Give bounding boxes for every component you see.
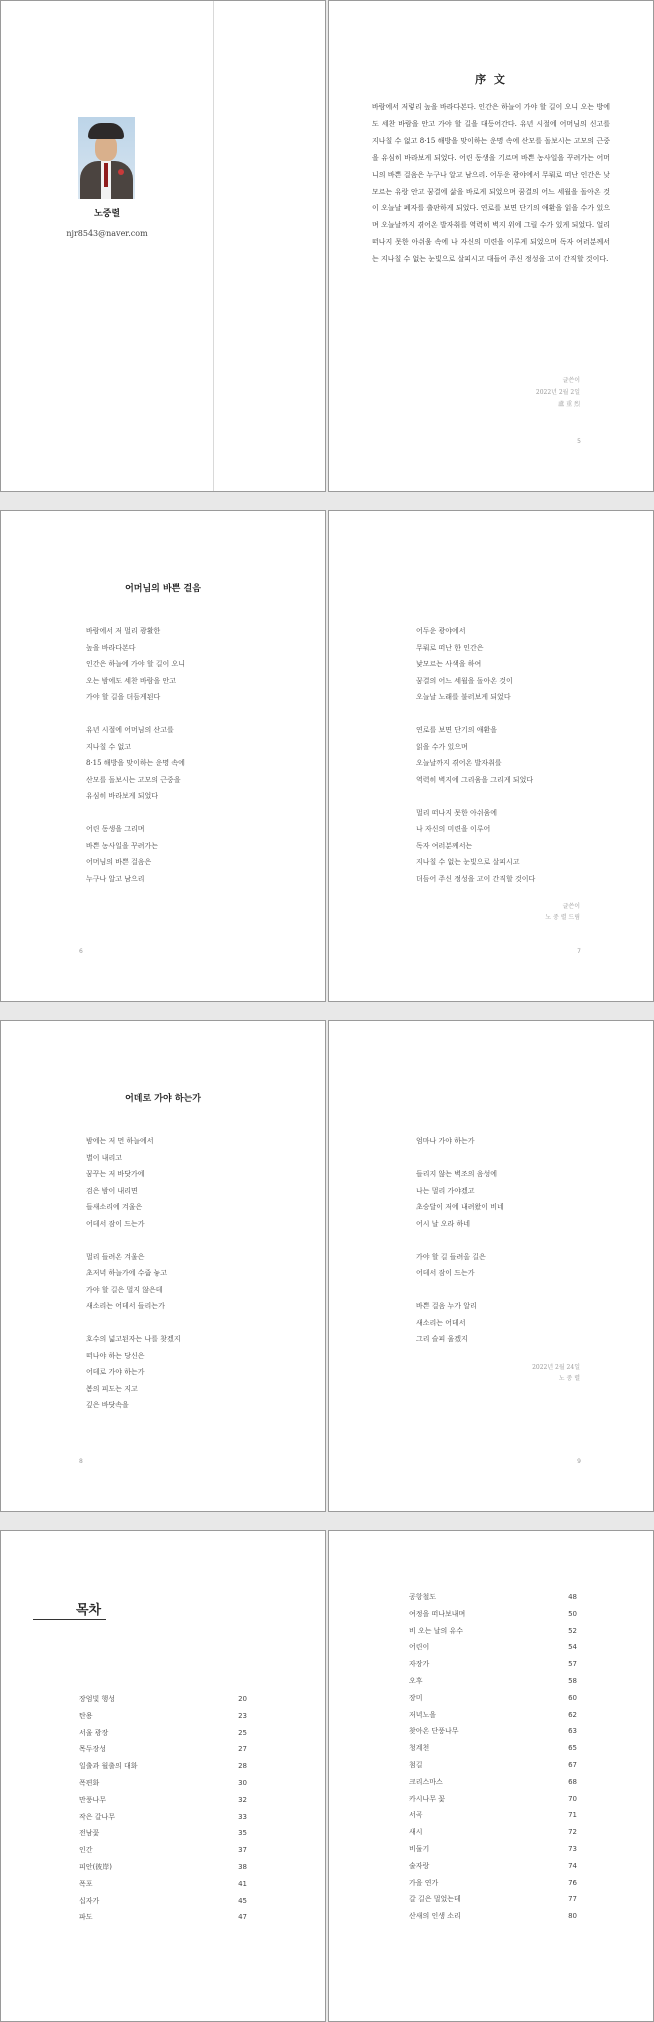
preface-sig-line: 盧 重 烈 (558, 401, 580, 408)
page-number: 8 (79, 1458, 83, 1465)
toc-entry[interactable] (409, 1673, 577, 1690)
toc-entry-page: 23 (238, 1711, 247, 1720)
toc-entry-page: 20 (238, 1695, 247, 1703)
poem-line: 8·15 해방을 맞이하는 운명 속에 (86, 759, 185, 767)
author-email: njr8543@naver.com (66, 229, 148, 238)
toc-entry-title: 인간 (79, 1846, 93, 1855)
stanza-gap (86, 1315, 181, 1332)
poem-line: 들리지 않는 벽조의 음성에 (416, 1170, 498, 1178)
toc-entry-page: 28 (238, 1762, 247, 1771)
page-number: 7 (577, 948, 581, 955)
toc-entry[interactable] (79, 1859, 247, 1876)
poem-line: 밤에는 저 먼 하늘에서 (86, 1137, 154, 1145)
poem1-sig-line: 노 중 렬 드림 (545, 914, 580, 921)
toc-entry-title: 작은 갈나무 (79, 1812, 116, 1821)
spread-toc (0, 1530, 654, 2022)
poem-line: 무뤄로 떠난 한 인간은 (416, 643, 484, 652)
toc-entry-title: 갈 길은 멀었는데 (409, 1895, 461, 1904)
poem-line: 호수의 넓고된자는 나를 찾겠지 (86, 1335, 181, 1343)
toc-entry-page: 57 (568, 1660, 577, 1669)
page-toc-left (0, 1530, 326, 2022)
toc-entry-title: 여정을 떠나보내며 (409, 1609, 466, 1618)
toc-entry-page: 30 (238, 1778, 247, 1787)
toc-entry-page: 76 (568, 1878, 577, 1887)
poem-line: 멀리 떠나지 못한 아쉬움에 (416, 808, 498, 817)
poem2-sig-line: 2022년 2월 24일 (532, 1364, 580, 1371)
toc-entry-page: 62 (568, 1710, 577, 1719)
poem-line: 가야 할 길은 멀지 않은데 (86, 1285, 163, 1294)
toc-entry-title: 폭포 (79, 1879, 93, 1888)
toc-entry-title: 카시나무 꽃 (409, 1794, 446, 1803)
spread-preface (0, 0, 654, 492)
toc-entry-title: 십자가 (79, 1896, 100, 1905)
poem-line: 깊은 바닷속을 (86, 1401, 129, 1409)
toc-entry-title: 폭편화 (79, 1778, 100, 1787)
poem-line: 산모를 돌보시는 고모의 근중을 (86, 775, 181, 784)
poem2-right-body (416, 1133, 504, 1348)
page-poem1-left (0, 510, 326, 1002)
poem-line: 초승달이 저에 내려왔이 비네 (416, 1203, 504, 1211)
toc-entry-title: 서곡 (409, 1811, 423, 1820)
preface-sig-line: 글쓴이 (562, 377, 580, 384)
stanza-gap (416, 706, 535, 723)
toc-entry-page: 54 (568, 1643, 577, 1652)
poem-line: 바쁜 걸음 누가 알리 (416, 1302, 477, 1310)
poem-line: 낯모르는 사색을 하여 (416, 660, 482, 668)
poem2-left-body (86, 1133, 181, 1414)
toc-entry[interactable] (409, 1774, 577, 1791)
poem-line: 어데서 잠이 드는가 (416, 1269, 475, 1277)
toc-entry-page: 80 (568, 1912, 577, 1921)
toc-entry-title: 파도 (79, 1913, 93, 1922)
poem-line: 가야 할 길을 더듬게된다 (86, 693, 161, 701)
poem1-title: 어머님의 바쁜 걸음 (125, 584, 201, 594)
poem-line: 유심히 바라보게 되었다 (86, 792, 159, 800)
poem1-signature (545, 901, 580, 923)
fold-line (213, 1, 214, 491)
toc-entry[interactable] (409, 1858, 577, 1875)
toc-entry[interactable] (409, 1656, 577, 1673)
poem-line: 읽을 수가 있으며 (416, 742, 468, 751)
poem-line: 오늘날 노래를 불러보게 되었다 (416, 693, 511, 701)
stanza-gap (416, 1282, 504, 1299)
preface-sig-line: 2022년 2월 2일 (535, 389, 580, 396)
toc-entry-page: 48 (568, 1593, 577, 1601)
toc-entry-title: 목두장성 (79, 1745, 107, 1754)
toc-entry[interactable] (79, 1809, 247, 1826)
toc-entry-title: 산새의 인생 소리 (409, 1912, 461, 1921)
toc-entry-title: 장엄빛 행성 (79, 1695, 116, 1703)
toc-entry-title: 오후 (409, 1676, 423, 1685)
toc-entry-title: 청계천 (409, 1744, 430, 1753)
toc-entry[interactable] (79, 1909, 247, 1926)
poem2-title: 어데로 가야 하는가 (125, 1094, 201, 1104)
poem-line: 새소리는 어데서 들리는가 (86, 1302, 165, 1310)
toc-entry[interactable] (409, 1707, 577, 1724)
toc-entry-page: 38 (238, 1862, 247, 1871)
toc-entry[interactable] (79, 1792, 247, 1809)
poem2-sig-line: 노 중 렬 (558, 1375, 580, 1382)
poem-line: 오늘날까지 겪어온 발자취를 (416, 759, 502, 767)
toc-entry-title: 장미 (409, 1693, 423, 1702)
poem-line: 나는 멀리 가야겠고 (416, 1186, 475, 1195)
toc-entry[interactable] (409, 1824, 577, 1841)
stanza-gap (416, 1150, 504, 1167)
toc-entry[interactable] (79, 1825, 247, 1842)
poem-line: 바람에서 저 멀리 광활한 (86, 627, 161, 635)
toc-entry-title: 새시 (409, 1828, 423, 1837)
preface-signature (536, 375, 580, 411)
poem-line: 바쁜 농사일을 꾸려가는 (86, 841, 159, 850)
toc-entry[interactable] (409, 1639, 577, 1656)
poem-line: 누구나 알고 남으리 (86, 874, 145, 883)
toc-entry-page: 27 (238, 1745, 247, 1754)
poem-line: 새소리는 어데서 (416, 1318, 466, 1327)
toc-entry-page: 37 (238, 1846, 247, 1855)
toc-entry-page: 67 (568, 1760, 577, 1769)
toc-entry[interactable] (409, 1723, 577, 1740)
poem-line: 검은 밤이 내리면 (86, 1186, 138, 1195)
toc-entry-page: 63 (568, 1727, 577, 1736)
toc-entry-title: 첨길 (409, 1760, 423, 1769)
photo-badge (118, 169, 124, 175)
poem-line: 봄의 피도는 지고 (86, 1384, 138, 1393)
poem-line: 더듬어 주신 정성을 고이 간직할 것이다 (416, 874, 536, 883)
toc-entry[interactable] (409, 1589, 577, 1606)
stanza-gap (416, 1232, 504, 1249)
toc-entry[interactable] (79, 1725, 247, 1742)
toc-entry-page: 73 (568, 1844, 577, 1853)
toc-entry-page: 72 (568, 1828, 577, 1837)
toc-entry[interactable] (409, 1875, 577, 1892)
toc-entry-title: 서울 광장 (79, 1728, 109, 1737)
toc-entry[interactable] (79, 1775, 247, 1792)
toc-entry-title: 피안(彼岸) (79, 1862, 112, 1871)
poem-line: 그리 슬피 울겠지 (416, 1335, 468, 1343)
spread-poem1 (0, 510, 654, 1002)
poem-line: 어린 동생을 그리며 (86, 825, 145, 833)
toc-entry[interactable] (409, 1757, 577, 1774)
page-number: 6 (79, 948, 83, 955)
toc-entry[interactable] (409, 1690, 577, 1707)
photo-tie (104, 163, 108, 187)
poem-line: 유년 시절에 어머님의 산고를 (86, 726, 174, 734)
toc-entry-page: 74 (568, 1861, 577, 1870)
page-number: 9 (577, 1458, 581, 1465)
toc-entry[interactable] (409, 1841, 577, 1858)
page-preface (328, 0, 654, 492)
poem-line: 들새소리에 겨울은 (86, 1203, 143, 1211)
toc-entry-title: 자장가 (409, 1660, 430, 1669)
toc-entry[interactable] (409, 1623, 577, 1640)
toc-entry-page: 45 (238, 1896, 247, 1905)
toc-list-left (79, 1691, 247, 1926)
poem-line: 초저녁 하늘가에 수줍 놓고 (86, 1269, 168, 1277)
toc-entry[interactable] (79, 1691, 247, 1708)
page-toc-right (328, 1530, 654, 2022)
toc-entry-title: 만풍나무 (79, 1795, 107, 1804)
toc-entry-title: 비 오는 날의 유수 (409, 1626, 464, 1635)
preface-title: 序 文 (475, 73, 507, 86)
toc-entry-title: 공항철도 (409, 1593, 437, 1601)
toc-entry-page: 50 (568, 1609, 577, 1618)
poem-line: 엄마나 가야 하는가 (416, 1137, 475, 1145)
toc-entry-title: 어린이 (409, 1643, 430, 1652)
author-name: 노중렬 (93, 209, 121, 219)
toc-entry-page: 52 (568, 1626, 577, 1635)
poem-line: 어데로 가야 하는가 (86, 1368, 145, 1376)
poem-line: 높을 바라다본다 (86, 643, 136, 652)
poem-line: 나 자신의 미련을 이루어 (416, 825, 491, 833)
poem1-right-body (416, 623, 535, 887)
toc-entry-page: 25 (238, 1728, 247, 1737)
toc-title: 목차 (76, 1603, 102, 1618)
toc-entry-page: 32 (238, 1795, 247, 1804)
poem1-left-body (86, 623, 185, 887)
poem-line: 연로를 보면 단기의 애환을 (416, 726, 498, 734)
toc-entry-page: 68 (568, 1777, 577, 1786)
poem-line: 어머님의 바쁜 걸음은 (86, 858, 152, 866)
poem-line: 인간은 하늘에 가야 할 길이 오니 (86, 660, 186, 668)
poem-line: 어데서 잠이 드는가 (86, 1219, 145, 1228)
toc-entry-title: 크리스마스 (409, 1777, 443, 1786)
toc-entry[interactable] (409, 1807, 577, 1824)
preface-body: 바람에서 저렇리 높을 바라다본다. 인간은 하늘이 가야 할 길이 오니 오는 방에도 세찬 바람을 안고 가야 할 길을 대등어간다. 유년 시절에 어머님의 신고를 지나칠 수 없고 8·15 해방을 맞이하는 운명 속에 산모를 돌보시는 고모의 근중을 유심히 바라보게 되었다. 어린 동생을 기르며 바쁜 농사일을 꾸려가는 어머니의 바쁜 걸음은 누구나 알고 남으리. 어두운 광야에서 무뤄로 떠난 인간은 낮모르는 유랑 안고 꿈결에 삶을 바로게 되었으며 꿈결의 어느 세월을 돌아온 것이 오늘날 폐자를 출판하게 되었다. 연로를 보면 단기의 애환을 읽을 수가 있으며 오늘날까지 겪어온 발자취를 역력히 벽지 위에 그릴 수가 있게 되었다. 얼리 떠나지 못한 아쉬움 속에 나 자신의 미련을 이루게 되었으며 독자 여러분께서는 지나칠 수 없는 눈빛으로 살피시고 대들어 주신 정성을 고이 간직할 것이다. (372, 103, 610, 264)
toc-entry-title: 비둘기 (409, 1844, 430, 1853)
toc-entry[interactable] (409, 1791, 577, 1808)
toc-entry[interactable] (409, 1908, 577, 1925)
page-poem2-right (328, 1020, 654, 1512)
poem-line: 가야 할 길 들려올 길은 (416, 1252, 486, 1261)
poem-line: 어시 날 오라 하네 (416, 1219, 471, 1228)
toc-entry-page: 41 (238, 1879, 247, 1888)
toc-entry-page: 35 (238, 1829, 247, 1838)
poem-line: 꿈꾸는 저 바닷가에 (86, 1170, 145, 1178)
toc-entry[interactable] (79, 1842, 247, 1859)
toc-title-rule (33, 1619, 106, 1620)
toc-entry-title: 탄용 (79, 1711, 93, 1720)
toc-entry-title: 전남꽃 (79, 1829, 100, 1838)
toc-entry-title: 저녁노을 (409, 1710, 437, 1719)
toc-list-right (409, 1589, 577, 1925)
photo-hat (88, 123, 124, 139)
page-poem2-left (0, 1020, 326, 1512)
toc-entry[interactable] (79, 1708, 247, 1725)
poem-line: 어두운 광야에서 (416, 627, 466, 635)
poem-line: 떠나야 하는 당신은 (86, 1351, 145, 1360)
toc-entry-title: 가을 연가 (409, 1878, 439, 1887)
toc-entry[interactable] (79, 1758, 247, 1775)
toc-entry-title: 술자랑 (409, 1861, 430, 1870)
toc-entry-title: 일출과 월출의 대화 (79, 1762, 138, 1771)
page-author (0, 0, 326, 492)
toc-entry[interactable] (79, 1876, 247, 1893)
poem-line: 꿈결의 어느 세월을 돌아온 것이 (416, 676, 513, 685)
poem-line: 멀리 들려온 겨울은 (86, 1252, 145, 1261)
toc-entry[interactable] (409, 1606, 577, 1623)
stanza-gap (86, 805, 185, 822)
poem-line: 역력히 벽지에 그리움을 그리게 되었다 (416, 775, 534, 784)
toc-entry[interactable] (409, 1891, 577, 1908)
toc-entry-page: 60 (568, 1693, 577, 1702)
toc-entry[interactable] (79, 1893, 247, 1910)
stanza-gap (86, 706, 185, 723)
spread-poem2 (0, 1020, 654, 1512)
toc-entry[interactable] (409, 1740, 577, 1757)
toc-entry-page: 33 (238, 1812, 247, 1821)
toc-entry[interactable] (79, 1741, 247, 1758)
poem-line: 지나칠 수 없고 (86, 742, 132, 751)
toc-entry-title: 찾아온 단풍나무 (409, 1727, 459, 1736)
poem-line: 독자 여러분께서는 (416, 841, 473, 850)
toc-entry-page: 71 (568, 1811, 577, 1820)
toc-entry-page: 65 (568, 1744, 577, 1753)
poem2-signature (532, 1362, 580, 1384)
page-number: 5 (577, 438, 581, 445)
poem-line: 지나칠 수 없는 눈빛으로 살피시고 (416, 858, 520, 866)
poem-line: 별이 내리고 (86, 1153, 123, 1162)
toc-entry-page: 58 (568, 1676, 577, 1685)
author-photo (78, 117, 135, 199)
poem1-sig-line: 글쓴이 (562, 903, 580, 910)
toc-entry-page: 70 (568, 1794, 577, 1803)
toc-entry-page: 47 (238, 1913, 247, 1922)
poem-line: 오는 밤에도 세찬 바람을 안고 (86, 676, 177, 685)
stanza-gap (86, 1232, 181, 1249)
stanza-gap (416, 788, 535, 805)
page-poem1-right (328, 510, 654, 1002)
toc-entry-page: 77 (568, 1895, 577, 1904)
